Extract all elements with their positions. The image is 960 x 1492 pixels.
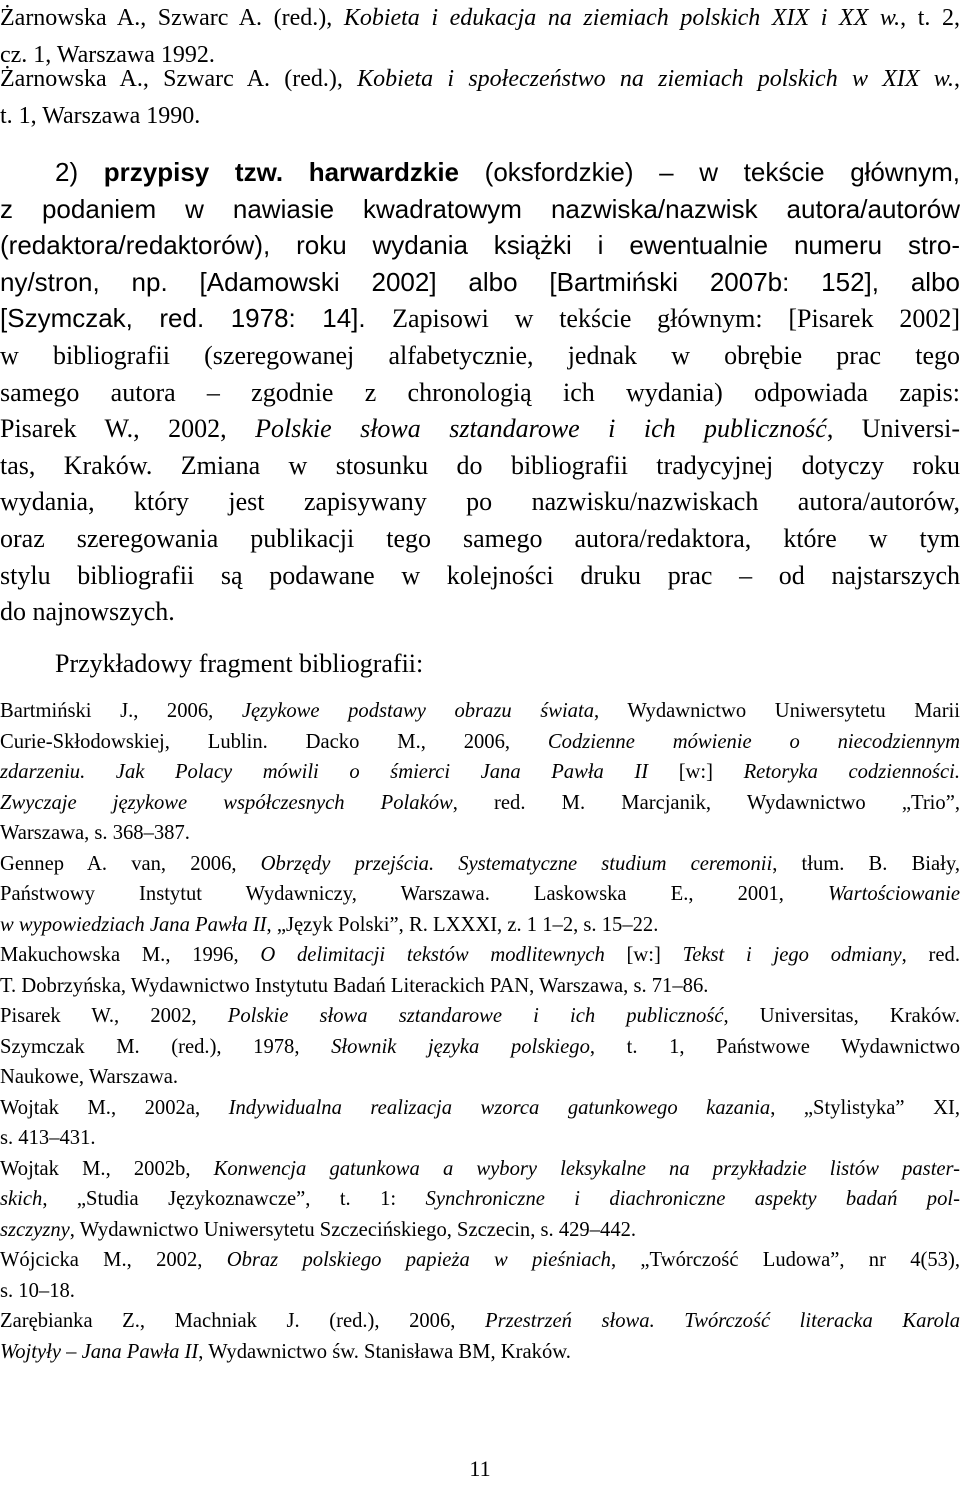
bibliography-title: Codzienne mówienie o niecodziennym (547, 730, 960, 753)
bibliography-title: Przestrzeń słowa. Twórczość literacka Karola (485, 1310, 960, 1332)
text-line (0, 448, 960, 485)
bibliography-title: Indywidualna realizacja wzorca gatunkowego kazania (228, 1096, 771, 1119)
bibliography-title: Wartościowanie (828, 883, 960, 905)
ref-text: cz. 1, Warszawa 1992. (0, 42, 215, 68)
text-line (0, 300, 960, 338)
text-line (0, 61, 960, 98)
bibliography-text: , red. M. Marcjanik, Wydawnictwo „Trio”, (452, 791, 960, 814)
text-line (0, 727, 960, 758)
bibliography-text: , t. 1, Państwowe Wydawnictwo (589, 1035, 960, 1058)
text-line (0, 0, 960, 37)
bibliography-entry (0, 1001, 960, 1093)
bibliography-text: , „Język Polski”, R. LXXXI, z. 1 1–2, s. 15–22. (266, 913, 659, 936)
bibliography-title: szczyzny (0, 1218, 70, 1241)
paragraph-line: z podaniem w nawiasie kwadratowym nazwiska/nazwisk autora/autorów (0, 193, 960, 224)
text-line (0, 1032, 960, 1063)
bibliography-text: , „Twórczość Ludowa”, nr 4(53), (610, 1249, 960, 1271)
text-line (0, 1184, 960, 1215)
bibliography-title: Synchroniczne i diachroniczne aspekty badań pol- (425, 1188, 960, 1210)
ref-text: t. 1, Warszawa 1990. (0, 103, 201, 129)
bibliography-title: zdarzeniu. Jak Polacy mówili o śmierci Jana Pawła II (0, 761, 649, 783)
bibliography-text: Curie-Skłodowskiej, Lublin. Dacko M., 2006, (0, 730, 548, 753)
bibliography-title: Wojtyły – Jana Pawła II (0, 1340, 199, 1363)
bibliography-text: Wójcicka M., 2002, (0, 1249, 227, 1271)
bibliography-title: Obraz polskiego papieża w pieśniach (226, 1249, 611, 1271)
example-heading: Przykładowy fragment bibliografii: (55, 649, 424, 678)
bibliography-text: [w:] (604, 944, 683, 966)
bibliography-text: Zarębianka Z., Machniak J. (red.), 2006, (0, 1310, 485, 1332)
ref-text: , t. 2, (900, 5, 960, 31)
text-line (0, 1215, 960, 1246)
paragraph-line: stylu bibliografii są podawane w kolejności druku prac – od najstarszych (0, 560, 960, 590)
text-line (0, 879, 960, 910)
bibliography-text: , red. (901, 944, 960, 966)
bibliography-text: Makuchowska M., 1996, (0, 944, 261, 966)
page-number: 11 (469, 1456, 491, 1481)
bibliography-text: , tłum. B. Biały, (772, 852, 960, 875)
text-line (0, 1245, 960, 1276)
text-line (0, 1306, 960, 1337)
bibliography-entry (0, 1093, 960, 1154)
ref-text: , (954, 66, 960, 92)
bibliography-text: s. 10–18. (0, 1279, 75, 1302)
bibliography-text: , Universitas, Kraków. (723, 1005, 960, 1027)
ref-title: Kobieta i edukacja na ziemiach polskich XIX i XX w. (343, 5, 901, 31)
ref-text: Żarnowska A., Szwarc A. (red.), (0, 5, 344, 31)
paragraph-line: Zapisowi w tekście głównym: [Pisarek 2002] (392, 304, 960, 334)
section-harvard-footnotes (0, 154, 960, 631)
section-number: 2) (55, 157, 79, 187)
bibliography-title: O delimitacji tekstów modlitewnych (260, 944, 605, 966)
bibliography-text: Wojtak M., 2002b, (0, 1157, 214, 1180)
bibliography-text: Państwowy Instytut Wydawniczy, Warszawa. Laskowska E., 2001, (0, 883, 829, 905)
reference-entry-zarnowska-1990 (0, 61, 960, 135)
ref-text: Żarnowska A., Szwarc A. (red.), (0, 66, 358, 92)
paragraph-line: (redaktora/redaktorów), roku wydania książki i ewentualnie numeru stro- (0, 230, 960, 261)
bibliography-title: Językowe podstawy obrazu świata (241, 700, 595, 722)
bibliography-title: Tekst i jego odmiany (682, 944, 902, 966)
bibliography-text: Warszawa, s. 368–387. (0, 822, 190, 844)
text-line (0, 1001, 960, 1032)
bibliography-title: Konwencja gatunkowa a wybory leksykalne na przykładzie listów paster- (213, 1157, 960, 1180)
bibliography-entry (0, 696, 960, 849)
bibliography-title: Słownik języka polskiego (331, 1035, 590, 1058)
text-line (0, 910, 960, 941)
paragraph-line: samego autora – zgodnie z chronologią ich wydania) odpowiada zapis: (0, 377, 960, 407)
bibliography-entry (0, 1245, 960, 1306)
paragraph-line: , Universi- (826, 414, 960, 444)
bibliography-entry (0, 849, 960, 941)
bibliography-text: Bartmiński J., 2006, (0, 700, 242, 722)
bibliography-text: Naukowe, Warszawa. (0, 1066, 179, 1088)
paragraph-line: wydania, który jest zapisywany po nazwisku/nazwiskach autora/autorów, (0, 487, 960, 517)
text-line (0, 1154, 960, 1185)
paragraph-line: Polskie słowa sztandarowe i ich publiczność (255, 414, 827, 444)
bibliography-text: T. Dobrzyńska, Wydawnictwo Instytutu Badań Literackich PAN, Warszawa, s. 71–86. (0, 974, 709, 997)
section-term: przypisy tzw. (103, 157, 284, 187)
bibliography-entry (0, 1154, 960, 1246)
paragraph-line: oraz szeregowania publikacji tego samego autora/redaktora, które w tym (0, 523, 960, 553)
paragraph-line: do najnowszych. (0, 597, 175, 627)
bibliography-text: , Wydawnictwo Uniwersytetu Szczecińskiego, Szczecin, s. 429–442. (69, 1218, 637, 1241)
bibliography-text: s. 413–431. (0, 1127, 96, 1149)
text-line (0, 696, 960, 727)
text-line (0, 1337, 960, 1368)
bibliography-title: Zwyczaje językowe współczesnych Polaków (0, 791, 453, 814)
bibliography-entry (0, 1306, 960, 1367)
bibliography-list (0, 696, 960, 1367)
bibliography-text: [w:] (648, 761, 744, 783)
paragraph-line: tas, Kraków. (0, 450, 181, 480)
text-line (0, 940, 960, 971)
paragraph-line: Pisarek W., 2002, (0, 414, 256, 444)
bibliography-text: Gennep A. van, 2006, (0, 852, 261, 875)
bibliography-text: , Wydawnictwo św. Stanisława BM, Kraków. (198, 1340, 571, 1363)
bibliography-title: skich (0, 1188, 43, 1210)
bibliography-text: Szymczak M. (red.), 1978, (0, 1035, 332, 1058)
paragraph-line: w bibliografii (szeregowanej alfabetycznie, jednak w obrębie prac tego (0, 340, 960, 370)
text-line (0, 757, 960, 788)
bibliography-text: , „Studia Językoznawcze”, t. 1: (42, 1188, 426, 1210)
text-line (0, 1093, 960, 1124)
bibliography-text: Wojtak M., 2002a, (0, 1096, 229, 1119)
bibliography-text: Pisarek W., 2002, (0, 1005, 228, 1027)
bibliography-title: w wypowiedziach Jana Pawła II (0, 913, 267, 936)
paragraph-line: [Szymczak, red. 1978: 14]. (0, 303, 393, 334)
text-line (0, 849, 960, 880)
paragraph-line: (oksfordzkie) – w tekście głównym, (459, 157, 960, 187)
bibliography-title: Obrzędy przejścia. Systematyczne studium ceremonii (260, 852, 773, 875)
text-line (0, 788, 960, 819)
text-line (0, 154, 960, 191)
bibliography-title: Retoryka codzienności. (743, 761, 960, 783)
text-line (0, 411, 960, 448)
section-term: harwardzkie (308, 157, 460, 187)
ref-title: Kobieta i społeczeństwo na ziemiach polskich w XIX w. (357, 66, 955, 92)
paragraph-line: Zmiana w stosunku do bibliografii tradycyjnej dotyczy roku (180, 450, 960, 480)
paragraph-line: ny/stron, np. [Adamowski 2002] albo [Bartmiński 2007b: 152], albo (0, 266, 960, 297)
bibliography-text: , Wydawnictwo Uniwersytetu Marii (594, 700, 960, 722)
bibliography-text: , „Stylistyka” XI, (770, 1096, 960, 1119)
bibliography-entry (0, 940, 960, 1001)
bibliography-title: Polskie słowa sztandarowe i ich publiczność (227, 1005, 724, 1027)
